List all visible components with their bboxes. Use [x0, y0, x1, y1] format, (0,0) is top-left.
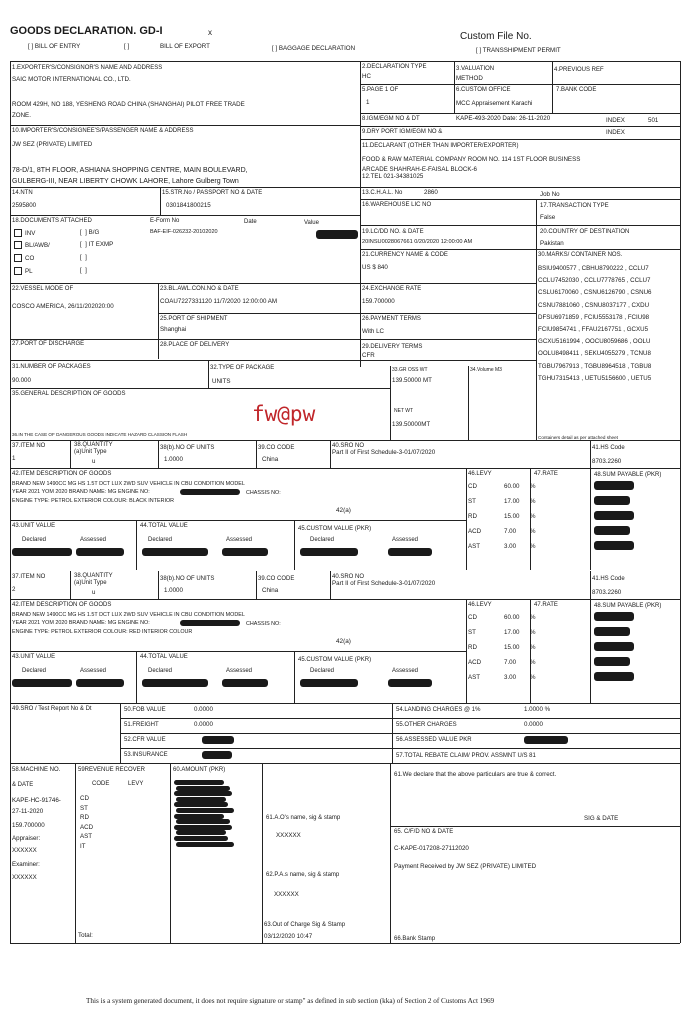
assessed-label: Assessed [226, 668, 253, 674]
custom-value-label: 45.CUSTOM VALUE (PKR) [298, 657, 372, 663]
levy-code: RD [468, 644, 477, 651]
footer-note: This is a system generated document, it does not require signature or stamp" as defined in sub section (kka) of Section 2 of Customs Act 1969 [86, 997, 495, 1005]
container-row: TGBU7967913 , TGBU8964518 , TGBU8 [538, 362, 652, 370]
job-no-label: Job No [540, 191, 560, 198]
other-charges-label: 55.OTHER CHARGES [396, 722, 457, 728]
declarant-line-1: FOOD & RAW MATERIAL COMPANY ROOM NO. 114 1ST FLOOR BUSINESS [362, 156, 581, 163]
declared-label: Declared [310, 668, 335, 674]
doc-co: CO [14, 254, 34, 262]
pa-value: XXXXXX [274, 891, 299, 898]
bl-label: 23.BL.AWL.CON.NO & DATE [160, 286, 239, 292]
redacted-value [222, 548, 268, 556]
machine-value-2: 27-11-2020 [12, 808, 44, 815]
cfr-label: 52.CFR VALUE [124, 737, 166, 743]
declaration-type-label: 2.DECLARATION TYPE [362, 64, 427, 70]
currency-label: 21.CURRENCY NAME & CODE [362, 252, 448, 258]
importer-name: JW SEZ (PRIVATE) LIMITED [12, 141, 93, 148]
levy-code: RD [468, 513, 477, 520]
marks-label: 30.MARKS/ CONTAINER NOS. [538, 252, 623, 258]
hazard-note: 36.IN THE CASE OF DANGEROUS GOODS INDICATE HAZARD CLASSION FLASH [12, 432, 188, 437]
amount-label: 60.AMOUNT (PKR) [173, 767, 226, 773]
redacted-assessed-value [524, 736, 568, 744]
valuation-label: 3.VALUATION [456, 66, 495, 72]
quantity-label: 38.QUANTITY [74, 442, 113, 448]
general-description-label: 35.GENERAL DESCRIPTION OF GOODS [12, 391, 126, 397]
custom-office-value: MCC Appraisement Karachi [456, 100, 533, 107]
bank-code-label: 7.BANK CODE [556, 87, 597, 93]
doc-bg: [ ] B/G [80, 229, 100, 236]
redacted-sum-payable [594, 672, 634, 681]
redacted-value [12, 548, 72, 556]
co-code-label: 39.CO CODE [258, 576, 295, 582]
rebate-label: 57.TOTAL REBATE CLAIM/ PROV. ASSMNT U/S 81 [396, 753, 536, 759]
declared-label: Declared [310, 537, 335, 543]
item-no: 2 [12, 586, 16, 593]
item-no: 1 [12, 455, 16, 462]
levy-rate: 15.00 [504, 644, 520, 651]
doc-it-exmp: [ ] IT EXMP [80, 241, 114, 248]
landing-value: 1.0000 % [524, 706, 551, 713]
exporter-address-2: ZONE. [12, 112, 31, 119]
exporter-label: 1.EXPORTER'S/CONSIGNOR'S NAME AND ADDRESS [12, 65, 163, 71]
sro-label: 40.SRO NO [332, 574, 365, 580]
redacted-sum-payable [594, 612, 634, 621]
levy-percent: % [530, 483, 536, 490]
ntn-label: 14.NTN [12, 190, 33, 196]
item-description-1: BRAND NEW 1490CC MG HS 1.5T DCT LUX 2WD SUV VEHICLE IN CBU CONDITION MODEL [12, 612, 245, 618]
redacted-amount [176, 808, 234, 813]
chal-label: 13.C.H.A.L. No [362, 190, 403, 196]
item-description-label: 42.ITEM DESCRIPTION OF GOODS [12, 471, 112, 477]
levy-rate: 3.00 [504, 543, 517, 550]
declarant-tel: 12.TEL 021-34381025 [362, 173, 424, 180]
assessed-value-label: 56.ASSESSED VALUE PKR [396, 737, 472, 743]
custom-office-label: 6.CUSTOM OFFICE [456, 87, 511, 93]
redacted-amount [174, 836, 228, 841]
sum-payable-label: 48.SUM PAYABLE (PKR) [594, 472, 662, 478]
watermark-stamp: fw@pw [252, 402, 316, 426]
redacted-value [142, 548, 208, 556]
redacted-value [388, 548, 432, 556]
packages-value: 90.000 [12, 377, 31, 384]
levy-percent: % [530, 543, 536, 550]
total-value-label: 44.TOTAL VALUE [140, 523, 188, 529]
redacted-amount [174, 802, 228, 807]
item-no-label: 37.ITEM NO [12, 443, 46, 449]
assessed-label: Assessed [392, 537, 419, 543]
levy-percent: % [530, 674, 536, 681]
unit-value-label: 43.UNIT VALUE [12, 523, 56, 529]
unit-type-label: (a)Unit Type [74, 580, 107, 586]
container-row: CSNU7881060 , CSNU8037177 , CXDU [538, 301, 650, 309]
redacted-value [300, 548, 358, 556]
revenue-code: CD [80, 795, 89, 802]
unit-value-label: 43.UNIT VALUE [12, 654, 56, 660]
machine-value-1: KAPE-HC-91746- [12, 797, 61, 804]
container-row: BSIU9400577 , CBHU8790222 , CCLU7 [538, 265, 649, 272]
vessel-label: 22.VESSEL MODE OF [12, 286, 74, 292]
redacted-sum-payable [594, 642, 634, 651]
item-description-3: ENGINE TYPE: PETROL EXTERIOR COLOUR: BLACK INTERIOR [12, 498, 175, 504]
revenue-code: ST [80, 804, 88, 812]
examiner-label: Examiner: [12, 861, 40, 868]
dry-port-label: 9.DRY PORT IGM/EGM NO & [362, 129, 443, 135]
levy-rate: 60.00 [504, 483, 520, 490]
ao-value: XXXXXX [276, 832, 301, 839]
revenue-code: ACD [80, 823, 94, 831]
levy-code: ST [468, 629, 476, 636]
ntn-value: 2595800 [12, 202, 37, 209]
redacted-amount [176, 842, 234, 847]
redacted-amount [176, 797, 226, 802]
other-charges-value: 0.0000 [524, 721, 543, 728]
item-description-1: BRAND NEW 1490CC MG HS 1.5T DCT LUX 2WD SUV VEHICLE IN CBU CONDITION MODEL [12, 481, 245, 487]
item-no-label: 37.ITEM NO [12, 574, 46, 580]
currency-value: US $ 840 [362, 264, 388, 271]
redacted-sum-payable [594, 526, 630, 535]
item-block-1 [0, 440, 684, 570]
redacted-value [300, 679, 358, 687]
co-code-label: 39.CO CODE [258, 445, 295, 451]
port-shipment-label: 25.PORT OF SHIPMENT [160, 316, 228, 322]
eform-value: BAF-EIF-026232-20102020 [150, 229, 218, 235]
x-mark: x [208, 28, 212, 37]
unit-type: u [92, 458, 96, 465]
redacted-value [76, 679, 124, 687]
levy-rate: 17.00 [504, 498, 520, 505]
packages-label: 31.NUMBER OF PACKAGES [12, 364, 91, 370]
doc-pl: PL [14, 267, 33, 275]
declarant-line-2: ARCADE SHAHRAH-E-FAISAL BLOCK-6 [362, 166, 477, 173]
declaration-statement: 61.We declare that the above particulars are true & correct. [394, 771, 557, 778]
levy-label: 46.LEVY [468, 602, 492, 608]
levy-rate: 3.00 [504, 674, 517, 681]
out-charge-label: 63.Out of Charge Sig & Stamp [264, 922, 346, 928]
assessed-label: Assessed [392, 668, 419, 674]
freight-value: 0.0000 [194, 721, 213, 728]
doc-bl-awb: BL/AWB/ [14, 241, 50, 249]
eform-label: E-Form No [150, 218, 180, 224]
redacted-value [12, 679, 72, 687]
redacted-amount [176, 830, 226, 835]
total-value-label: 44.TOTAL VALUE [140, 654, 188, 660]
marks-footer: Containers detail as per attached sheet [538, 435, 618, 440]
units-value: 1.0000 [164, 587, 183, 594]
igm-index-value: 501 [648, 117, 659, 124]
assessed-label: Assessed [80, 537, 107, 543]
item-description-2: YEAR 2021 YOM 2020 BRAND NAME: MG ENGINE NO: [12, 489, 150, 495]
levy-rate: 60.00 [504, 614, 520, 621]
redacted-sum-payable [594, 541, 634, 550]
out-charge-value: 03/12/2020 10:47 [264, 933, 313, 940]
payment-received: Payment Received by JW SEZ (PRIVATE) LIMITED [394, 863, 537, 870]
importer-address-1: 78-D/1, 8TH FLOOR, ASHIANA SHOPPING CENTRE, MAIN BOULEVARD, [12, 167, 248, 174]
redacted-value [76, 548, 124, 556]
appraiser-value: XXXXXX [12, 847, 37, 854]
levy-percent: % [530, 498, 536, 505]
levy-percent: % [530, 513, 536, 520]
package-type-value: UNITS [212, 378, 231, 385]
machine-label-1: 58.MACHINE NO. [12, 767, 61, 773]
redacted-engine-no [180, 489, 240, 495]
sro-value: Part II of First Schedule-3-01/07/2020 [332, 449, 436, 456]
machine-label-2: & DATE [12, 782, 34, 788]
clause-42a: 42(a) [336, 507, 351, 514]
container-row: DFSU6971859 , FCIU5553178 , FCIU98 [538, 313, 650, 321]
item-description-3: ENGINE TYPE: PETROL EXTERIOR COLOUR: RED INTERIOR COLOUR [12, 629, 193, 635]
units-value: 1.0000 [164, 456, 183, 463]
redacted-sum-payable [594, 511, 634, 520]
redacted-sum-payable [594, 496, 630, 505]
place-delivery-label: 28.PLACE OF DELIVERY [160, 342, 230, 348]
cfd-label: 65. C/F/D NO & DATE [394, 829, 454, 835]
doc-bracket-3: [ ] [80, 254, 87, 261]
levy-label: 46.LEVY [468, 471, 492, 477]
item-description-2b: CHASSIS NO: [246, 490, 281, 496]
lc-label: 19.LC/DD NO. & DATE [362, 229, 424, 235]
igm-label: 8.IGM/EGM NO & DT [362, 116, 420, 122]
revenue-code-label: CODE [92, 781, 110, 787]
unit-type: u [92, 589, 96, 596]
sro-value: Part II of First Schedule-3-01/07/2020 [332, 580, 436, 587]
dry-port-index-label: INDEX [606, 129, 625, 136]
levy-rate: 7.00 [504, 528, 517, 535]
exporter-address-1: ROOM 429H, NO 188, YESHENG ROAD CHINA (SHANGHAI) PILOT FREE TRADE [12, 101, 245, 108]
redacted-cfr [202, 736, 234, 744]
hs-code-label: 41.HS Code [592, 445, 625, 451]
redacted-amount [176, 819, 230, 824]
doc-date-label: Date [244, 219, 257, 225]
assessed-label: Assessed [226, 537, 253, 543]
revenue-levy-label: LEVY [128, 781, 144, 787]
package-type-label: 32.TYPE OF PACKAGE [210, 365, 275, 371]
port-discharge-label: 27.PORT OF DISCHARGE [12, 341, 85, 347]
clause-42a: 42(a) [336, 638, 351, 645]
levy-code: ACD [468, 528, 482, 535]
levy-rate: 7.00 [504, 659, 517, 666]
country-dest-label: 20.COUNTRY OF DESTINATION [540, 229, 630, 235]
redacted-insurance [202, 751, 232, 759]
revenue-code: RD [80, 814, 89, 821]
revenue-code: IT [80, 842, 86, 850]
documents-label: 18.DOCUMENTS ATTACHED [12, 218, 92, 224]
revenue-code: AST [80, 833, 93, 840]
redacted-value [388, 679, 432, 687]
rate-label: 47.RATE [534, 602, 558, 608]
cfd-value: C-KAPE-017208-27112020 [394, 845, 469, 852]
redacted-value [142, 679, 208, 687]
item-description-2b: CHASSIS NO: [246, 621, 281, 627]
sro-label: 40.SRO NO [332, 443, 365, 449]
redacted-amount [174, 780, 224, 785]
container-row: GCXU5161994 , OOCU8059686 , OOLU [538, 338, 651, 346]
declared-label: Declared [22, 537, 47, 543]
levy-code: CD [468, 614, 477, 621]
levy-code: AST [468, 674, 481, 681]
gross-wt-value: 139.50000 MT [392, 377, 432, 384]
container-row: CCLU7452030 , CCLU7778765 , CCLU7 [538, 277, 651, 285]
assessed-label: Assessed [80, 668, 107, 674]
levy-percent: % [530, 629, 536, 636]
levy-code: CD [468, 483, 477, 490]
revenue-label: 59REVENUE RECOVER [78, 767, 146, 773]
country-dest-value: Pakistan [540, 240, 564, 247]
freight-label: 51.FREIGHT [124, 722, 159, 728]
fob-value: 0.0000 [194, 706, 213, 713]
declared-label: Declared [148, 668, 173, 674]
redacted-sum-payable [594, 657, 630, 666]
machine-value-3: 159.700000 [12, 822, 45, 829]
transshipment-option: [ ] TRANSSHIPMENT PERMIT [476, 47, 561, 54]
levy-code: ACD [468, 659, 482, 666]
doc-inv: INV [14, 229, 35, 237]
co-code-value: China [262, 456, 279, 463]
bl-value: COAU7227331120 11/7/2020 12:00:00 AM [160, 298, 278, 305]
net-wt-value: 139.50000MT [392, 421, 431, 428]
insurance-label: 53.INSURANCE [124, 752, 168, 758]
form-title: GOODS DECLARATION. GD-I [10, 25, 163, 37]
exporter-name: SAIC MOTOR INTERNATIONAL CO., LTD. [12, 76, 131, 83]
item-block-2 [0, 571, 684, 703]
redacted-amount [176, 786, 230, 791]
redacted-doc-value [316, 230, 358, 239]
lc-value: 20INSU0028067661 0/20/2020 12:00:00 AM [362, 239, 473, 245]
levy-code: ST [468, 498, 476, 505]
fob-label: 50.FOB VALUE [124, 707, 166, 713]
hs-code-value: 8703.2260 [592, 458, 622, 465]
gross-wt-label: 33.GR OSS WT [392, 367, 428, 373]
levy-percent: % [530, 644, 536, 651]
custom-value-label: 45.CUSTOM VALUE (PKR) [298, 526, 372, 532]
strn-label: 15.STR.No / PASSPORT NO & DATE [162, 190, 263, 196]
doc-value-label: Value [304, 220, 319, 226]
exchange-label: 24.EXCHANGE RATE [362, 286, 422, 292]
redacted-amount [174, 791, 232, 796]
levy-rate: 15.00 [504, 513, 520, 520]
item-description-2: YEAR 2021 YOM 2020 BRAND NAME: MG ENGINE NO: [12, 620, 150, 626]
levy-percent: % [530, 528, 536, 535]
igm-index-label: INDEX [606, 117, 625, 124]
strn-value: 0301841800215 [166, 202, 211, 209]
container-row: TGHU7315413 , UETU5156600 , UETU5 [538, 374, 652, 382]
previous-ref-label: 4.PREVIOUS REF [554, 67, 604, 73]
payment-terms-value: With LC [362, 328, 385, 335]
hs-code-label: 41.HS Code [592, 576, 625, 582]
delivery-terms-label: 29.DELIVERY TERMS [362, 344, 423, 350]
bill-of-export-option: BILL OF EXPORT [160, 43, 210, 50]
examiner-value: XXXXXX [12, 874, 37, 881]
units-label: 38(b).NO OF UNITS [160, 445, 215, 451]
page-of-label: 5.PAGE 1 OF [362, 87, 399, 93]
levy-percent: % [530, 659, 536, 666]
sro-test-label: 49.SRO / Test Report No & Dt [12, 706, 92, 712]
page-of-value: 1 [366, 99, 370, 106]
sum-payable-label: 48.SUM PAYABLE (PKR) [594, 603, 662, 609]
net-wt-label: NET WT [394, 408, 414, 414]
redacted-engine-no [180, 620, 240, 626]
redacted-value [222, 679, 268, 687]
redacted-sum-payable [594, 481, 634, 490]
custom-file-no: Custom File No. [460, 31, 532, 42]
unit-type-label: (a)Unit Type [74, 449, 107, 455]
declared-label: Declared [22, 668, 47, 674]
bill-of-export-checkbox: [ ] [124, 43, 130, 50]
redacted-amount [174, 814, 224, 819]
chal-value: 2860 [424, 189, 438, 196]
container-row: OOLU8498411 , SEKU4055279 , TCNU8 [538, 350, 651, 358]
container-row: CSLU6170060 , CSNU6126790 , CSNU6 [538, 289, 652, 297]
quantity-label: 38.QUANTITY [74, 573, 113, 579]
levy-code: AST [468, 543, 481, 550]
vessel-value: COSCO AMERICA, 26/11/202020:00 [12, 303, 114, 310]
co-code-value: China [262, 587, 279, 594]
hs-code-value: 8703.2260 [592, 589, 622, 596]
transaction-type-label: 17.TRANSACTION TYPE [540, 203, 609, 209]
transaction-type-value: False [540, 214, 556, 221]
levy-percent: % [530, 614, 536, 621]
baggage-option: [ ] BAGGAGE DECLARATION [272, 45, 356, 52]
revenue-total-label: Total: [78, 932, 93, 939]
exchange-value: 159.700000 [362, 298, 395, 305]
landing-label: 54.LANDING CHARGES @ 1% [396, 707, 481, 713]
importer-label: 10.IMPORTER'S/CONSIGNEE'S/PASSENGER NAME & ADDRESS [12, 128, 194, 134]
units-label: 38(b).NO OF UNITS [160, 576, 215, 582]
redacted-sum-payable [594, 627, 630, 636]
warehouse-label: 16.WAREHOUSE LIC NO [362, 202, 432, 208]
rate-label: 47.RATE [534, 471, 558, 477]
valuation-value: METHOD [456, 75, 483, 82]
declaration-type-value: HC [362, 73, 371, 80]
declared-label: Declared [148, 537, 173, 543]
levy-rate: 17.00 [504, 629, 520, 636]
payment-terms-label: 26.PAYMENT TERMS [362, 316, 421, 322]
doc-bracket-4: [ ] [80, 267, 87, 274]
container-row: FCIU9854741 , FFAU2167751 , GCXU5 [538, 326, 649, 333]
bank-stamp-label: 66.Bank Stamp [394, 936, 436, 942]
redacted-amount [174, 825, 232, 830]
sig-date-label: SIG & DATE [584, 815, 619, 822]
declarant-label: 11.DECLARANT (OTHER THAN IMPORTER/EXPORTER) [362, 143, 519, 149]
item-description-label: 42.ITEM DESCRIPTION OF GOODS [12, 602, 112, 608]
volume-label: 34.Volume M3 [470, 367, 502, 373]
delivery-terms-value: CFR [362, 352, 375, 359]
importer-address-2: GULBERG-III, NEAR LIBERTY CHOWK LAHORE, Lahore Gulberg Town [12, 178, 239, 185]
igm-value: KAPE-493-2020 Date: 26-11-2020 [456, 115, 551, 122]
ao-label: 61.A.O's name, sig & stamp [266, 815, 341, 821]
pa-label: 62.P.A.s name, sig & stamp [266, 872, 340, 878]
appraiser-label: Appraiser: [12, 835, 41, 842]
bill-of-entry-option: [ ] BILL OF ENTRY [28, 43, 81, 50]
port-shipment-value: Shanghai [160, 326, 187, 333]
